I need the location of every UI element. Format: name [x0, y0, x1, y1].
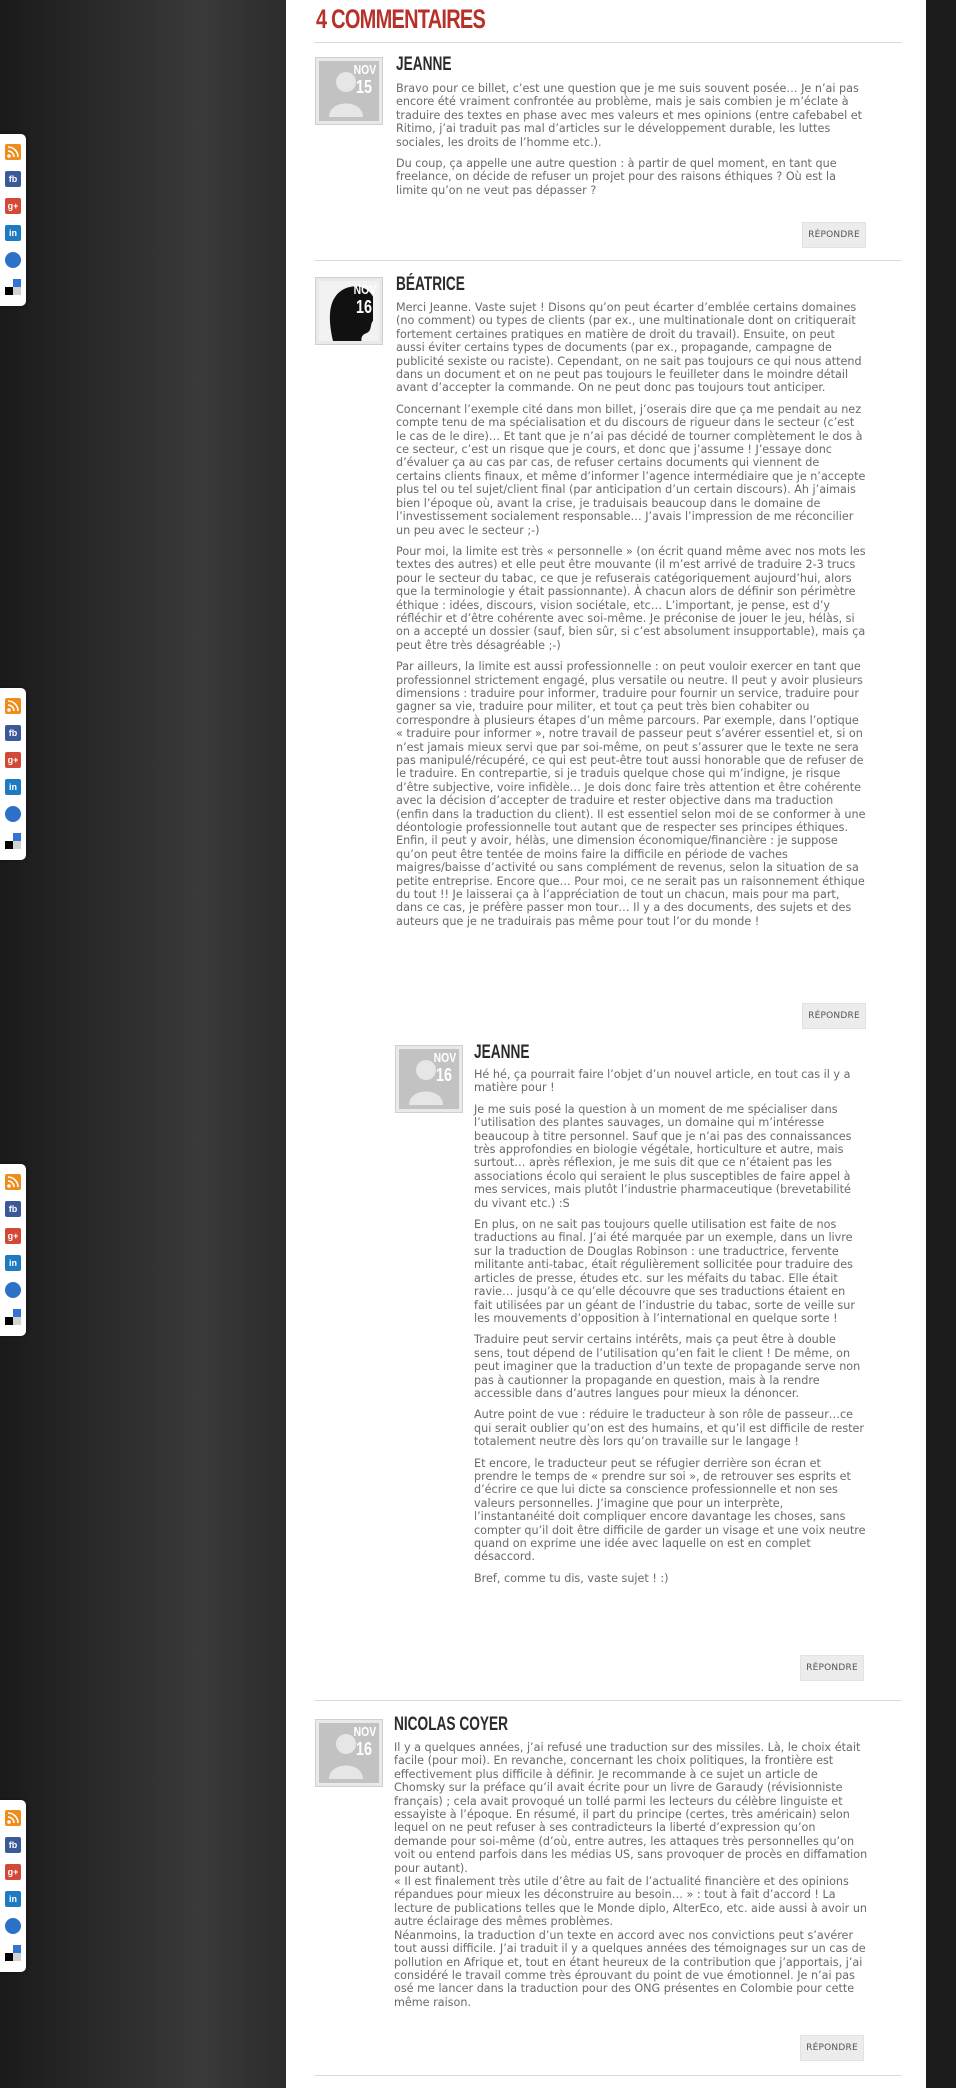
- google-plus-icon[interactable]: g+: [5, 1864, 21, 1880]
- comments-heading: 4 COMMENTAIRES: [316, 4, 486, 34]
- avatar: [316, 278, 382, 344]
- page-background-left: [0, 0, 286, 2088]
- globe-icon[interactable]: [5, 1282, 21, 1298]
- comment-author[interactable]: JEANNE: [396, 54, 452, 75]
- reply-button[interactable]: RÉPONDRE: [800, 1655, 864, 1681]
- comment-body: Bravo pour ce billet, c’est une question que je me suis souvent posée… Je n’ai pas encore été vraiment confrontée au problème, mais je sais combien je m’éclate à traduire des textes en phase avec mes valeurs et mes opinions (entre cafebabel et Ritimo, j’ai traduit pas mal d’articles sur le développement durable, les luttes sociales, les droits de l’homme etc.). Du coup, ça appelle une autre question : à partir de quel moment, en tant que freelance, on décide de refuser un projet pour des raisons éthiques ? Où est la limite qu’on ne veut pas dépasser ?: [396, 82, 863, 197]
- comment-date: NOV 16: [433, 1050, 457, 1085]
- delicious-icon[interactable]: [5, 833, 21, 849]
- linkedin-icon[interactable]: in: [5, 1255, 21, 1271]
- rss-icon[interactable]: [5, 144, 21, 160]
- comment-date: NOV 16: [353, 282, 377, 317]
- reply-button[interactable]: RÉPONDRE: [802, 1003, 866, 1029]
- divider: [314, 42, 902, 43]
- comment-author[interactable]: NICOLAS COYER: [394, 1714, 509, 1735]
- comment-body: Il y a quelques années, j’ai refusé une traduction sur des missiles. Là, le choix était facile (pour moi). En revanche, concernant les choix politiques, la frontière est effectivement plus difficile à définir. Je recommande à ce sujet un article de Chomsky sur la préface qu’il avait écrite pour un livre de Garaudy (révisionniste français) ; cela avait provoqué un tollé parmi les lecteurs du célèbre linguiste et essayiste à l’époque. En résumé, il part du principe (certes, très américain) selon lequel on ne peut refuser à ses contradicteurs la liberté d’expression qu’on demande pour soi-même (d’où, entre autres, les attaques très personnelles qu’on voit ou entend parfois dans les médias US, sans provoquer de procès en diffamation pour autant). « Il est finalement très utile d’être au fait de l’actualité financière et des opinions répandues pour mieux les déconstruire au besoin… » : tout à fait d’accord ! La lecture de publications telles que le Monde diplo, AlterEco, etc. aide aussi à avoir un autre éclairage des mêmes problèmes. Néanmoins, la traduction d’un texte en accord avec nos convictions peut s’avérer tout aussi difficile. J’ai traduit il y a quelques années des témoignages sur un cas de pollution en Afrique et, tout en étant heureux de la contribution que j’apportais, j’ai considéré le travail comme très éprouvant du point de vue émotionnel. Je n’ai pas osé me lancer dans la traduction pour des ONG présentes en Colombie pour cette même raison.: [394, 1741, 868, 2009]
- comment-date: NOV 15: [353, 62, 377, 97]
- comment-date: NOV 16: [353, 1724, 377, 1759]
- rss-icon[interactable]: [5, 1810, 21, 1826]
- globe-icon[interactable]: [5, 806, 21, 822]
- reply-button[interactable]: RÉPONDRE: [802, 222, 866, 248]
- delicious-icon[interactable]: [5, 1309, 21, 1325]
- comment-body: Merci Jeanne. Vaste sujet ! Disons qu’on peut écarter d’emblée certains domaines (no comment) ou types de clients (par ex., une multinationale dont on critiquerait fortement certaines pratiques en matière de droit du travail). Ensuite, on peut aussi éviter certains types de documents (par ex., propagande, campagne de publicité sexiste ou raciste). Cependant, on ne sait pas toujours ce qui nous attend dans un document et on ne peut pas toujours le feuilleter dans le moindre détail avant d’accepter la commande. On ne peut donc pas toujours tout anticiper. Concernant l’exemple cité dans mon billet, j’oserais dire que ça me pendait au nez compte tenu de ma spécialisation et du discours de rigueur dans le secteur (c’est le cas de le dire)… Et tant que je n’ai pas décidé de tourner complètement le dos à ce secteur, c’est un risque que je cours, et donc que j’assume ! J’essaye donc d’évaluer ça au cas par cas, de refuser certains documents qui viennent de certains clients finaux, et même d’informer l’agence intermédiaire que je n’accepte plus tel ou tel sujet/client final (par anticipation d’un certain discours). Ah j’aimais bien l’époque où, avant la crise, je traduisais beaucoup dans le domaine de l’investissement socialement responsable… J’avais l’impression de me réconcilier un peu avec le secteur ;-) Pour moi, la limite est très « personnelle » (on écrit quand même avec nos mots les textes des autres) et elle peut être mouvante (il m’est arrivé de traduire 2-3 trucs pour le secteur du tabac, ce que je refuserais catégoriquement aujourd’hui, alors que la terminologie y était passionnante). À chacun alors de définir son périmètre éthique : idées, discours, vision sociétale, etc… L’important, je pense, est d’y réfléchir et d’être cohérente avec soi-même. Je préconise de jouer le jeu, hélàs, si on a accepté un dossier (sauf, bien sûr, si c’est absolument insupportable), mais ça peut être très désagréable ;-) Par ailleurs, la limite est aussi professionnelle : on peut vouloir exercer en tant que professionnel strictement engagé, plus versatile ou neutre. Il peut y avoir plusieurs dimensions : traduire pour informer, traduire pour fournir un service, traduire pour gagner sa vie, traduire pour militer, et tout ça peut très bien cohabiter ou correspondre à plusieurs étapes d’un même parcours. Par exemple, dans l’optique « traduire pour informer », notre travail de passeur peut s’avérer essentiel et, si on n’est jamais mieux servi que par soi-même, on peut s’assurer que le texte ne sera pas manipulé/récupéré, ce qui est peut-être tout aussi honorable que de refuser de le traduire. En contrepartie, si je traduis quelque chose qui m’indigne, je risque d’être subjective, voire infidèle… Je dois donc faire très attention et être cohérente avec la décision d’accepter de traduire et rester objective dans ma traduction (enfin dans la traduction du client). Il est essentiel selon moi de se conformer à une déontologie professionnelle tout autant que de respecter ses principes éthiques. Enfin, il peut y avoir, hélàs, une dimension économique/financière : je suppose qu’on peut être tentée de moins faire la difficile en période de vaches maigres/baisse d’activité ou sans complément de revenus, selon la situation de sa petite entreprise. Encore que… Pour moi, ce ne serait pas un raisonnement éthique du tout !! Je laisserai ça à l’appréciation de tout un chacun, mais pour ma part, dans ce cas, je préfère passer mon tour… Il y a des documents, des sujets et des auteurs que je ne traduirais pas même pour tout l’or du monde !: [396, 301, 866, 928]
- avatar: [316, 58, 382, 124]
- google-plus-icon[interactable]: g+: [5, 752, 21, 768]
- linkedin-icon[interactable]: in: [5, 1891, 21, 1907]
- delicious-icon[interactable]: [5, 1945, 21, 1961]
- delicious-icon[interactable]: [5, 279, 21, 295]
- globe-icon[interactable]: [5, 252, 21, 268]
- share-bar: [0, 1164, 26, 1336]
- share-bar: [0, 1800, 26, 1972]
- comment-body: Hé hé, ça pourrait faire l’objet d’un nouvel article, en tout cas il y a matière pour ! Je me suis posé la question à un moment de me spécialiser dans l’utilisation des plantes sauvages, un domaine qui m’intéresse beaucoup à titre personnel. Sauf que je n’ai pas des connaissances très approfondies en biologie végétale, horticulture et autre, mais surtout… après réflexion, je me suis dit que ce n’étaient pas les associations écolo qui seraient le plus susceptibles de faire appel à mes services, mais plutôt l’industrie pharmaceutique (brevetabilité du vivant etc.) :S En plus, on ne sait pas toujours quelle utilisation est faite de nos traductions au final. J’ai été marquée par un exemple, dans un livre sur la traduction de Douglas Robinson : une traductrice, fervente militante anti-tabac, était régulièrement sollicitée pour traduire des articles de presse, études etc. sur les méfaits du tabac. Elle était ravie… jusqu’à ce qu’elle découvre que ses traductions étaient en fait utilisées par un géant de l’industrie du tabac, sorte de veille sur les mouvements d’opposition à l’international en quelque sorte ! Traduire peut servir certains intérêts, mais ça peut être à double sens, tout dépend de l’utilisation qu’en fait le client ! De même, on peut imaginer que la traduction d’un texte de propagande serve non pas à cautionner la propagande en question, mais à la rendre accessible dans d’autres langues pour mieux la dénoncer. Autre point de vue : réduire le traducteur à son rôle de passeur…ce qui serait oublier qu’on est des humains, et qu’il est difficile de rester totalement neutre dès lors qu’on travaille sur le langage ! Et encore, le traducteur peut se réfugier derrière son écran et prendre le temps de « prendre sur soi », de retrouver ses esprits et d’écrire ce que lui dicte sa conscience professionnelle et non ses valeurs personnelles. J’imagine que pour un interprète, l’instantanéité doit compliquer encore davantage les choses, sans compter qu’il doit être difficile de garder un visage et une voix neutre quand on exprime une idée avec laquelle on est en complet désaccord. Bref, comme tu dis, vaste sujet ! :): [474, 1068, 866, 1585]
- divider: [314, 260, 902, 261]
- share-bar: [0, 688, 26, 860]
- share-bar: [0, 134, 26, 306]
- rss-icon[interactable]: [5, 698, 21, 714]
- linkedin-icon[interactable]: in: [5, 779, 21, 795]
- linkedin-icon[interactable]: in: [5, 225, 21, 241]
- divider: [314, 1700, 902, 1701]
- rss-icon[interactable]: [5, 1174, 21, 1190]
- divider: [314, 2075, 902, 2076]
- facebook-icon[interactable]: fb: [5, 171, 21, 187]
- facebook-icon[interactable]: fb: [5, 1201, 21, 1217]
- google-plus-icon[interactable]: g+: [5, 1228, 21, 1244]
- facebook-icon[interactable]: fb: [5, 1837, 21, 1853]
- globe-icon[interactable]: [5, 1918, 21, 1934]
- comment-author[interactable]: BÉATRICE: [396, 274, 465, 295]
- comments-column: [286, 0, 926, 2088]
- page-background-right: [926, 0, 956, 2088]
- reply-button[interactable]: RÉPONDRE: [800, 2035, 864, 2061]
- comment-author[interactable]: JEANNE: [474, 1042, 530, 1063]
- avatar: [316, 1720, 382, 1786]
- facebook-icon[interactable]: fb: [5, 725, 21, 741]
- google-plus-icon[interactable]: g+: [5, 198, 21, 214]
- avatar: [396, 1046, 462, 1112]
